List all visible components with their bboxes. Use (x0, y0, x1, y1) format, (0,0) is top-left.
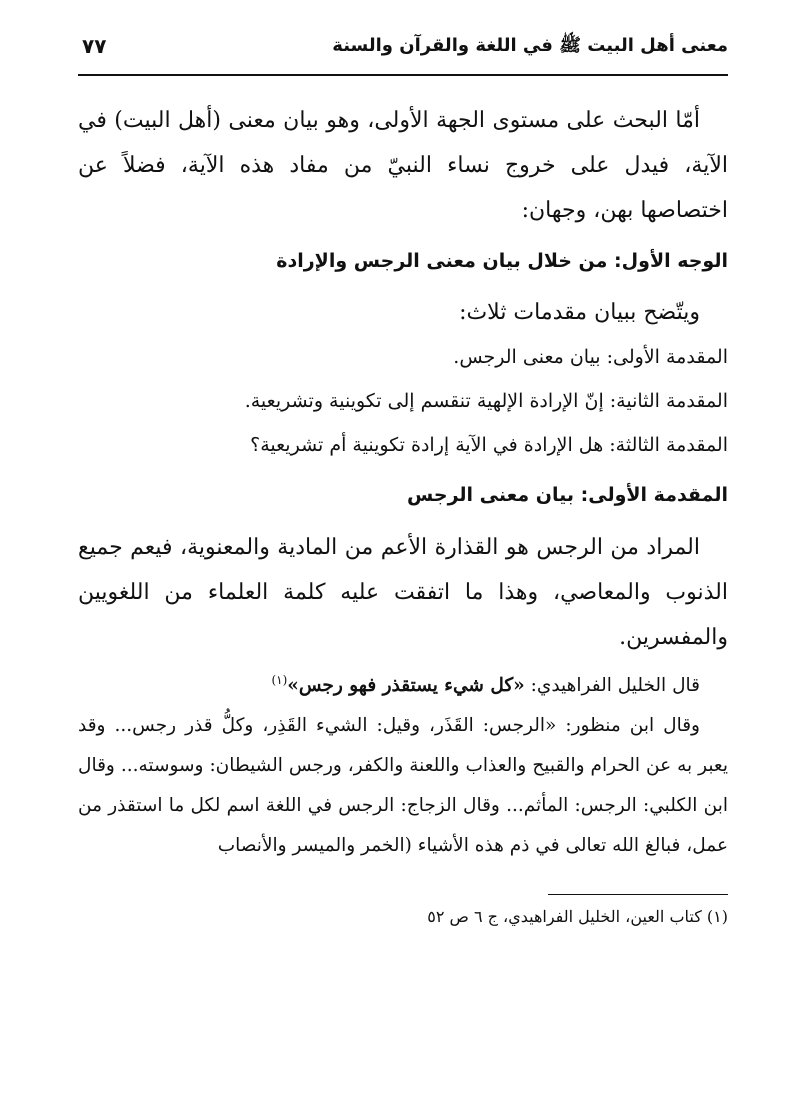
quote-lead: قال الخليل الفراهيدي: (530, 675, 700, 697)
rijs-definition-paragraph: المراد من الرجس هو القذارة الأعم من المادية والمعنوية، فيعم جميع الذنوب والمعاصي، وهذا ما اتفقت عليه كلمة العلماء من اللغويين والمفسرين. (78, 535, 728, 650)
quote-lead: وقال ابن منظور: (565, 715, 700, 737)
document-page (78, 24, 728, 929)
running-title: معنى أهل البيت ﷺ في اللغة والقرآن والسنة (332, 35, 728, 56)
heading-label: الوجه الأول: (614, 250, 728, 272)
section-heading-first-premise (78, 477, 728, 513)
footnote-divider (548, 894, 728, 895)
premise-item: المقدمة الأولى: بيان معنى الرجس. (453, 346, 728, 368)
premise-item: المقدمة الثالثة: هل الإرادة في الآية إرادة تكوينية أم تشريعية؟ (250, 434, 728, 456)
section-heading-first-aspect (78, 243, 728, 279)
quote-text: «كل شيء يستقذر فهو رجس» (287, 675, 525, 697)
premises-intro: ويتّضح ببيان مقدمات ثلاث: (459, 300, 700, 325)
heading-text: بيان معنى الرجس (407, 484, 574, 506)
page-header (78, 24, 728, 76)
heading-text: من خلال بيان معنى الرجس والإرادة (276, 250, 608, 272)
ibn-manzur-quote (78, 706, 728, 866)
heading-label: المقدمة الأولى: (580, 484, 728, 506)
intro-paragraph: أمّا البحث على مستوى الجهة الأولى، وهو بيان معنى (أهل البيت) في الآية، فيدل على خروج نساء النبيّ من مفاد هذه الآية، فضلاً عن اختصاصها بهن، وجهان: (78, 108, 728, 223)
quote-text: «الرجس: القَذَر، وقيل: الشيء القَذِر، وكلُّ قذر رجس... وقد يعبر به عن الحرام والقبيح والعذاب واللعنة والكفر، ورجس الشيطان: وسوسته... وقال ابن الكلبي: الرجس: المأثم... وقال الزجاج: الرجس في اللغة اسم لكل ما استقذر من عمل، فبالغ الله تعالى في ذم هذه الأشياء (الخمر والميسر والأنصاب (78, 715, 728, 857)
footnote-reference[interactable]: (١) (271, 673, 288, 687)
footnote: (١) كتاب العين، الخليل الفراهيدي، ج ٦ ص ٥٢ (427, 907, 728, 927)
farahidi-quote (78, 660, 728, 706)
page-number: ٧٧ (82, 34, 107, 58)
page-body (78, 76, 728, 929)
premise-item: المقدمة الثانية: إنّ الإرادة الإلهية تنقسم إلى تكوينية وتشريعية. (244, 390, 728, 412)
